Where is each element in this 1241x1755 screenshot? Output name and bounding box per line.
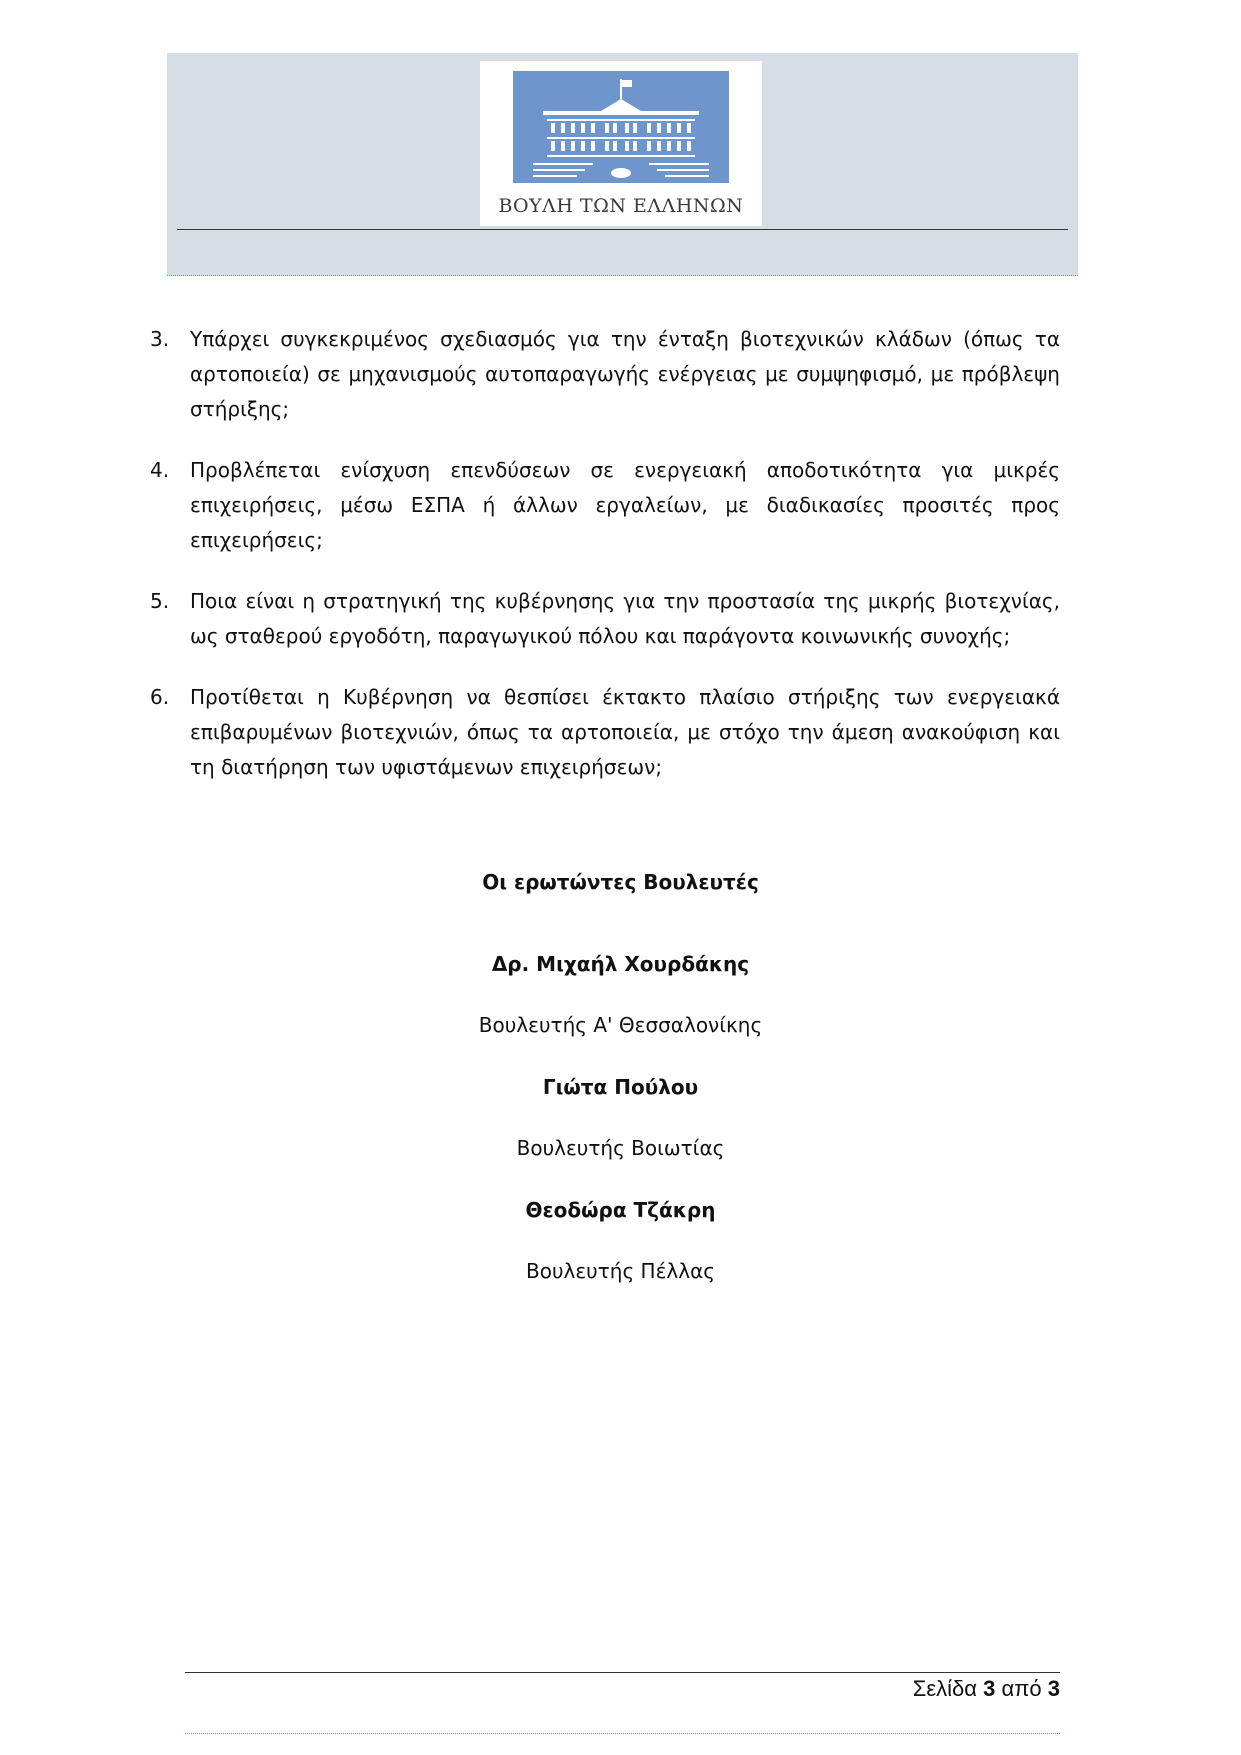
parliament-building-icon	[513, 71, 729, 191]
current-page: 3	[983, 1676, 996, 1701]
footer-border	[185, 1733, 1060, 1734]
parliament-logo	[480, 61, 762, 226]
mp-constituency: Βουλευτής Α' Θεσσαλονίκης	[478, 1013, 763, 1037]
mp-name: Θεοδώρα Τζάκρη	[525, 1198, 716, 1222]
questions-list	[150, 322, 1060, 811]
mp-constituency: Βουλευτής Πέλλας	[525, 1259, 715, 1283]
question-number: 5.	[150, 589, 170, 613]
page-word: Σελίδα	[912, 1676, 977, 1701]
mp-name: Γιώτα Πούλου	[542, 1075, 699, 1099]
question-text: Προβλέπεται ενίσχυση επενδύσεων σε ενεργειακή αποδοτικότητα για μικρές επιχειρήσεις, μέσω ΕΣΠΑ ή άλλων εργαλείων, με διαδικασίες προσιτές προς επιχειρήσεις;	[190, 458, 1060, 552]
footer-divider	[185, 1672, 1060, 1673]
header-divider	[177, 229, 1068, 230]
list-item	[150, 680, 1060, 785]
question-text: Υπάρχει συγκεκριμένος σχεδιασμός για την ένταξη βιοτεχνικών κλάδων (όπως τα αρτοποιεία) σε μηχανισμούς αυτοπαραγωγής ενέργειας με συμψηφισμό, με πρόβλεψη στήριξης;	[190, 327, 1060, 421]
page-number	[913, 1676, 1060, 1702]
mp-constituency: Βουλευτής Βοιωτίας	[516, 1136, 725, 1160]
question-number: 4.	[150, 458, 170, 482]
total-pages: 3	[1047, 1676, 1060, 1701]
logo-text: ΒΟΥΛΗ ΤΩΝ ΕΛΛΗΝΩΝ	[498, 195, 744, 217]
question-text: Προτίθεται η Κυβέρνηση να θεσπίσει έκτακτο πλαίσιο στήριξης των ενεργειακά επιβαρυμένων βιοτεχνιών, όπως τα αρτοποιεία, με στόχο την άμεση ανακούφιση και τη διατήρηση των υφιστάμενων επιχειρήσεων;	[190, 685, 1060, 779]
question-number: 6.	[150, 685, 170, 709]
list-item	[150, 584, 1060, 654]
of-word: από	[1001, 1676, 1042, 1701]
list-item	[150, 322, 1060, 427]
question-number: 3.	[150, 327, 170, 351]
mp-name: Δρ. Μιχαήλ Χουρδάκης	[491, 952, 750, 976]
list-item	[150, 453, 1060, 558]
question-text: Ποια είναι η στρατηγική της κυβέρνησης για την προστασία της μικρής βιοτεχνίας, ως σταθερού εργοδότη, παραγωγικού πόλου και παράγοντα κοινωνικής συνοχής;	[190, 589, 1060, 648]
signatures-heading: Οι ερωτώντες Βουλευτές	[482, 870, 759, 894]
